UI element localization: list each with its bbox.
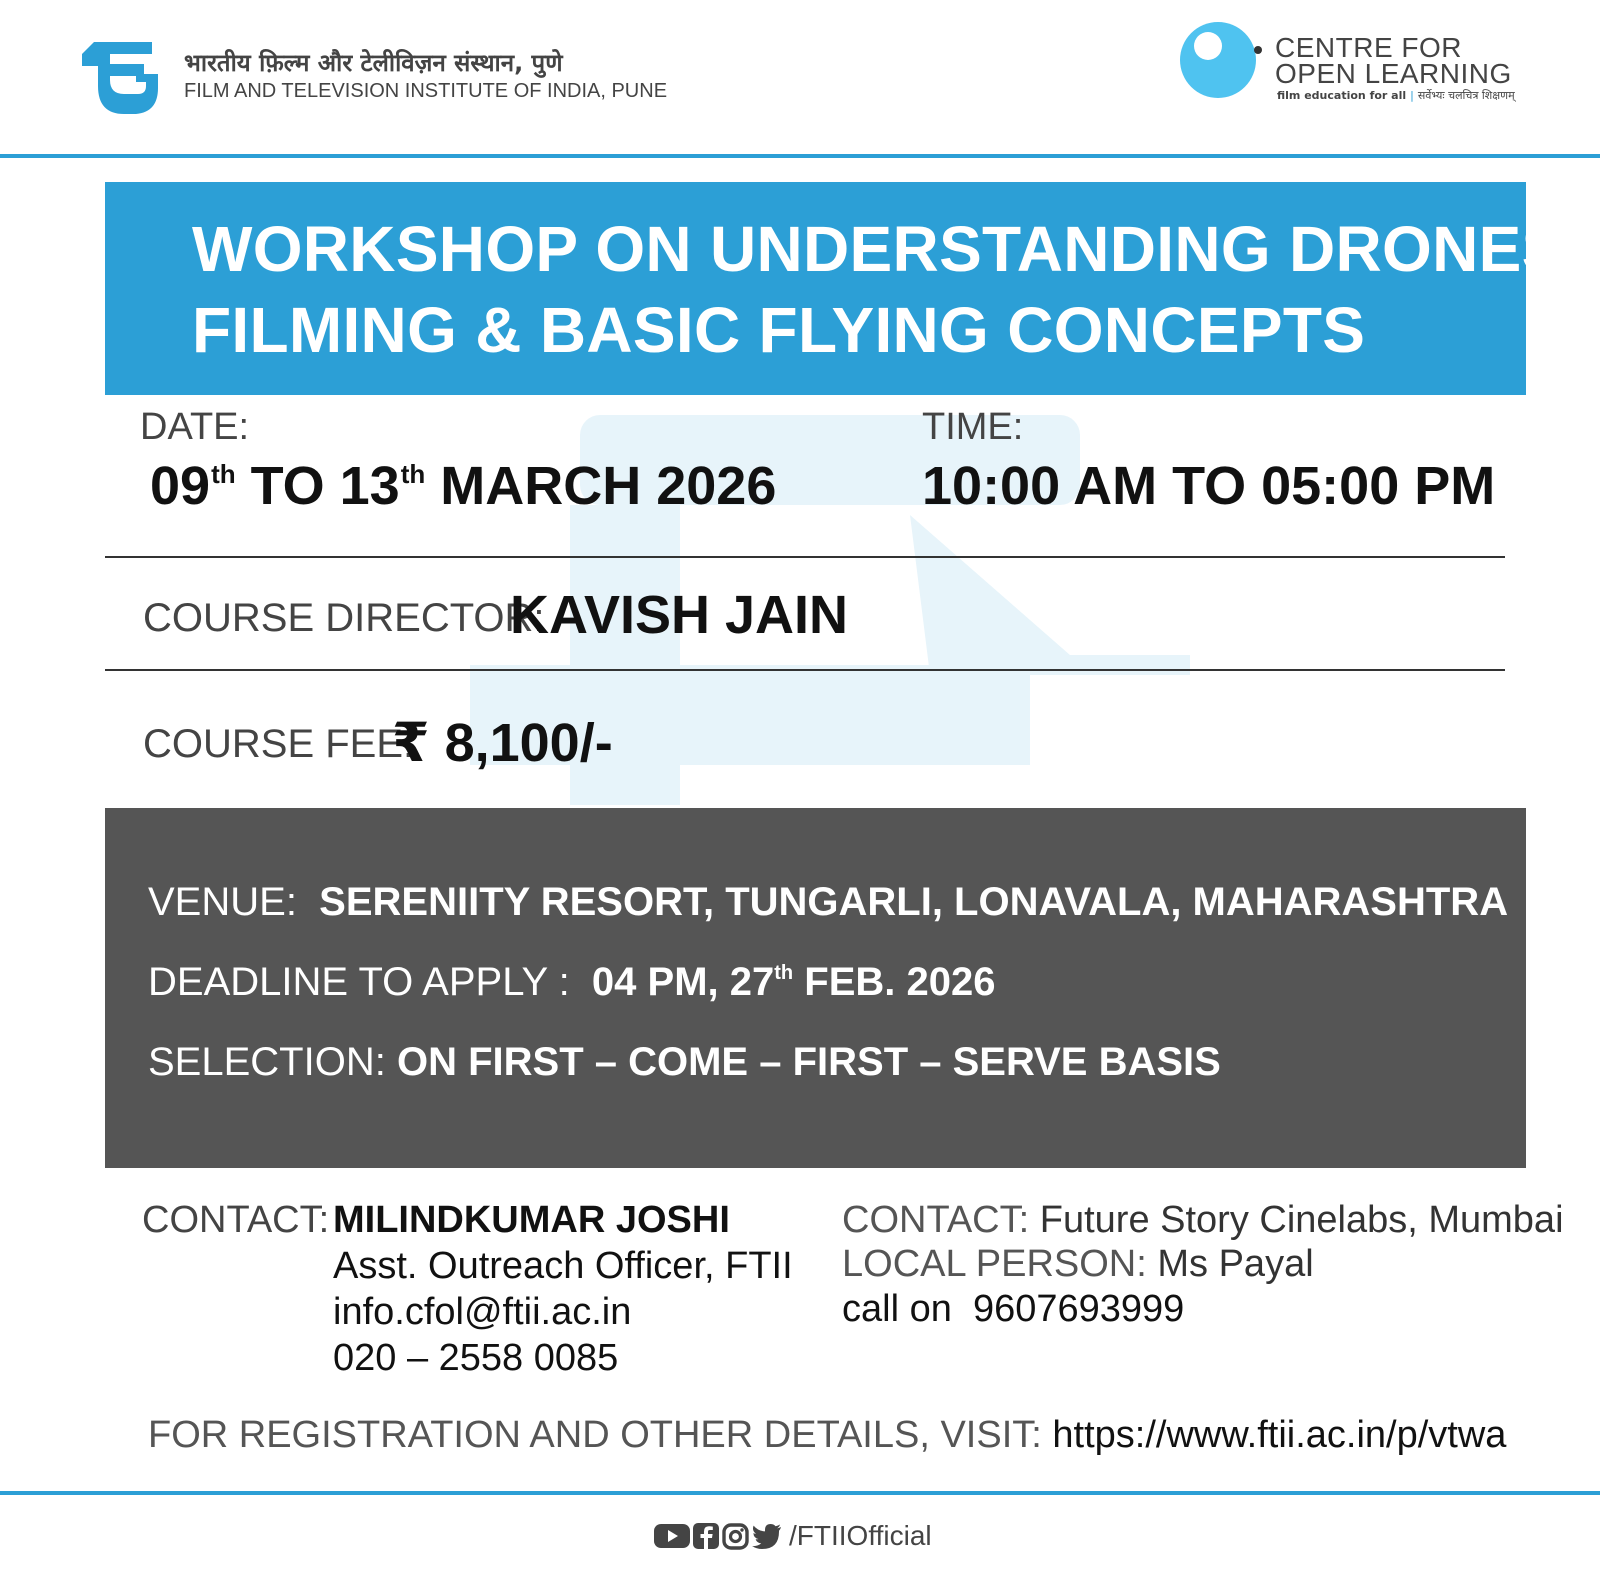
cfol-tagline xyxy=(1277,88,1515,103)
ftii-hindi-name: भारतीय फ़िल्म और टेलीविज़न संस्थान, पुणे xyxy=(184,49,563,77)
date-label: DATE: xyxy=(140,406,250,448)
contact-email-link[interactable]: info.cfol@ftii.ac.in xyxy=(333,1291,632,1333)
date-end-suffix: th xyxy=(400,459,426,489)
time-label: TIME: xyxy=(922,406,1024,448)
contact-right-org: Future Story Cinelabs, Mumbai xyxy=(1039,1199,1564,1241)
youtube-icon[interactable] xyxy=(654,1523,690,1549)
cfol-tagline-separator: | xyxy=(1410,89,1414,102)
local-person-name: Ms Payal xyxy=(1157,1243,1314,1285)
contact-left-label: CONTACT: xyxy=(142,1199,330,1241)
twitter-icon[interactable] xyxy=(752,1523,782,1549)
date-to: TO 13 xyxy=(235,456,400,516)
divider-1 xyxy=(105,556,1505,558)
contact-designation: Asst. Outreach Officer, FTII xyxy=(333,1245,793,1287)
cfol-title-line1: CENTRE FOR xyxy=(1275,32,1462,63)
date-rest: MARCH 2026 xyxy=(425,456,777,516)
call-row xyxy=(842,1288,1184,1331)
deadline-value-b: FEB. 2026 xyxy=(793,960,996,1004)
contact-right-label: CONTACT: xyxy=(842,1199,1030,1241)
facebook-icon[interactable] xyxy=(693,1523,719,1549)
local-person-label: LOCAL PERSON: xyxy=(842,1243,1147,1285)
workshop-title-line1: WORKSHOP ON UNDERSTANDING DRONES xyxy=(192,213,1565,285)
workshop-title-line2: FILMING & BASIC FLYING CONCEPTS xyxy=(192,294,1366,366)
cfol-tagline-hindi: सर्वेभ्यः चलचित्र शिक्षणम् xyxy=(1417,89,1515,102)
registration-row xyxy=(148,1414,1506,1457)
date-start: 09 xyxy=(150,456,211,516)
cfol-tagline-english: film education for all xyxy=(1277,89,1407,102)
selection-row xyxy=(148,1040,1221,1085)
course-fee-value: ₹ 8,100/- xyxy=(392,713,613,773)
course-director-label: COURSE DIRECTOR: xyxy=(143,596,545,640)
cfol-title-line2: OPEN LEARNING xyxy=(1275,58,1512,89)
course-fee-label: COURSE FEE: xyxy=(143,722,415,766)
registration-url-link[interactable]: https://www.ftii.ac.in/p/vtwa xyxy=(1052,1414,1507,1456)
venue-label: VENUE: xyxy=(148,880,297,924)
venue-value: SERENIITY RESORT, TUNGARLI, LONAVALA, MAHARASHTRA xyxy=(319,880,1509,924)
deadline-row xyxy=(148,960,995,1005)
selection-label: SELECTION: xyxy=(148,1040,386,1084)
divider-2 xyxy=(105,669,1505,671)
social-footer xyxy=(654,1521,932,1551)
contact-name: MILINDKUMAR JOSHI xyxy=(333,1199,730,1241)
deadline-suffix: th xyxy=(774,962,794,984)
ftii-english-name: FILM AND TELEVISION INSTITUTE OF INDIA, PUNE xyxy=(184,80,668,102)
deadline-label: DEADLINE TO APPLY : xyxy=(148,960,570,1004)
time-value: 10:00 AM TO 05:00 PM xyxy=(922,456,1496,516)
call-number[interactable]: 9607693999 xyxy=(972,1288,1185,1330)
social-handle[interactable]: /FTIIOfficial xyxy=(789,1520,932,1551)
date-value xyxy=(150,455,776,517)
ftii-logo xyxy=(80,34,166,118)
date-start-suffix: th xyxy=(211,459,236,489)
deadline-value-a: 04 PM, 27 xyxy=(591,960,775,1004)
registration-label: FOR REGISTRATION AND OTHER DETAILS, VISIT: xyxy=(148,1414,1042,1456)
selection-value: ON FIRST – COME – FIRST – SERVE BASIS xyxy=(396,1040,1221,1084)
call-label: call on xyxy=(842,1288,952,1330)
course-director-name: KAVISH JAIN xyxy=(510,585,849,645)
header-divider xyxy=(0,154,1600,158)
cfol-logo xyxy=(1178,20,1262,100)
footer-divider xyxy=(0,1491,1600,1495)
instagram-icon[interactable] xyxy=(722,1523,749,1550)
venue-row xyxy=(148,880,1508,925)
contact-phone[interactable]: 020 – 2558 0085 xyxy=(333,1337,619,1379)
contact-right-org-row xyxy=(842,1199,1564,1242)
local-person-row xyxy=(842,1243,1314,1286)
